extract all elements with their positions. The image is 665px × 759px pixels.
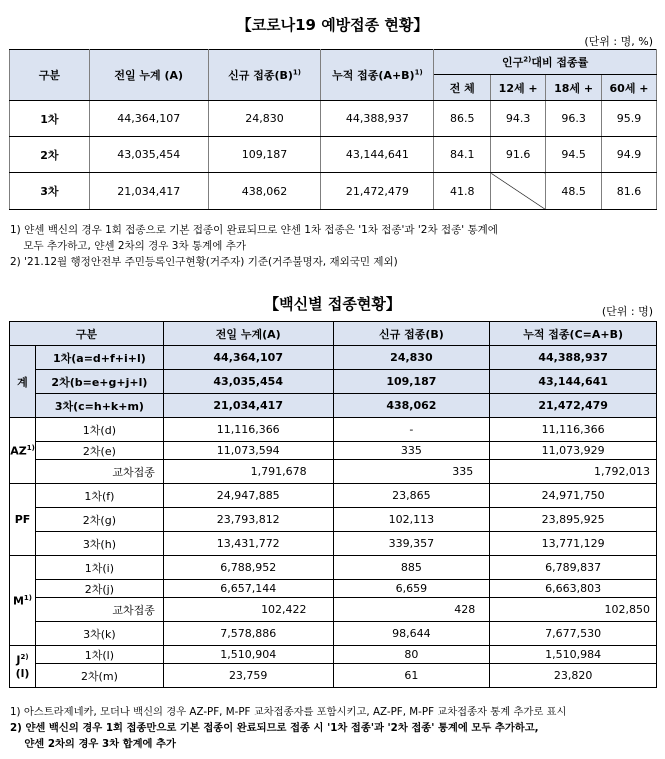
table-row: AZ$^{1)}$ 1차(d) 11,116,366 - 11,116,366	[10, 418, 657, 442]
section1-title: 【코로나19 예방접종 현황】	[236, 16, 429, 34]
table-row: 2차 43,035,454 109,187 43,144,641 84.1 91.6 94.5 94.9	[10, 137, 657, 173]
section2-title: 【백신별 접종현황】	[264, 295, 401, 313]
group-az: AZ$^{1)}$	[10, 418, 36, 484]
table-row: 3차(h) 13,431,772 339,357 13,771,129	[10, 532, 657, 556]
header-age-60: 60세 +	[602, 75, 657, 101]
table-row: 3차 21,034,417 438,062 21,472,479 41.8 48.5 81.6	[10, 173, 657, 210]
group-total: 계	[10, 346, 36, 418]
table-row: PF 1차(f) 24,947,885 23,865 24,971,750	[10, 484, 657, 508]
group-j: $J^{2)}(l)$	[10, 646, 36, 688]
cross-row: 교차접종 102,422 428 102,850	[10, 598, 657, 622]
section1-unit: (단위 : 명, %)	[584, 35, 653, 48]
header-new: 신규 접종$(B)^{1)}$	[208, 50, 321, 101]
section2-unit: (단위 : 명)	[601, 305, 653, 318]
header-pop-ratio: 인구$^{2)}$대비 접종률	[434, 50, 657, 75]
header-age-12: 12세 +	[491, 75, 546, 101]
table-row: 1차 44,364,107 24,830 44,388,937 86.5 94.3 96.3 95.9	[10, 101, 657, 137]
vaccination-status-table	[9, 49, 657, 210]
group-m: $M^{1)}$	[10, 556, 36, 646]
header-gubun: 구분	[10, 322, 164, 346]
table-row: 2차(g) 23,793,812 102,113 23,895,925	[10, 508, 657, 532]
section1-notes: 1) 얀센 백신의 경우 1회 접종으로 기본 접종이 완료되므로 얀센 1차 접종은 '1차 접종'과 '2차 접종' 통계에 모두 추가하고, 얀센 2차의 경우 3차 통계에 추가 2) '21.12월 행정안전부 주민등록인구현황(거주자) 기준(거주불명자, 재외국민 제외)	[10, 224, 498, 268]
section2-notes: 1) 아스트라제네카, 모더나 백신의 경우 AZ-PF, M-PF 교차접종자를 포함시키고, AZ-PF, M-PF 교차접종자 통계 추가로 표시 2) 얀센 백신의 경우 1회 접종만으로 기본 접종이 완료되므로 접종 시 '1차 접종'과 '2차 접종' 통계에 모두 추가하고, 얀센 2차의 경우 3차 합계에 추가	[10, 706, 567, 750]
table-row: 2차(b=e+g+j+l) 43,035,454 109,187 43,144,641	[10, 370, 657, 394]
header-cum: 누적 접종(C=A+B)	[490, 322, 657, 346]
group-pf: PF	[10, 484, 36, 556]
table-row: 계 1차(a=d+f+i+l) 44,364,107 24,830 44,388,937	[10, 346, 657, 370]
cross-row: 교차접종 1,791,678 335 1,792,013	[10, 460, 657, 484]
header-age-18: 18세 +	[546, 75, 602, 101]
table-row: $M^{1)}$ 1차(i) 6,788,952 885 6,789,837	[10, 556, 657, 580]
header-age-total: 전 체	[434, 75, 491, 101]
header-prev: 전일 누계(A)	[163, 322, 333, 346]
table-row: 2차(e) 11,073,594 335 11,073,929	[10, 442, 657, 460]
header-cumulative: 누적 접종$(A+B)^{1)}$	[321, 50, 434, 101]
header-new: 신규 접종(B)	[333, 322, 490, 346]
vaccine-type-table	[9, 321, 657, 688]
header-gubun: 구분	[10, 50, 90, 101]
table-row: 3차(k) 7,578,886 98,644 7,677,530	[10, 622, 657, 646]
table-row: 2차(m) 23,759 61 23,820	[10, 664, 657, 688]
table-row: $J^{2)}(l)$ 1차(l) 1,510,904 80 1,510,984	[10, 646, 657, 664]
diagonal-cell	[491, 173, 546, 210]
header-prev-total: 전일 누계 (A)	[89, 50, 208, 101]
table-row: 3차(c=h+k+m) 21,034,417 438,062 21,472,479	[10, 394, 657, 418]
table-row: 2차(j) 6,657,144 6,659 6,663,803	[10, 580, 657, 598]
